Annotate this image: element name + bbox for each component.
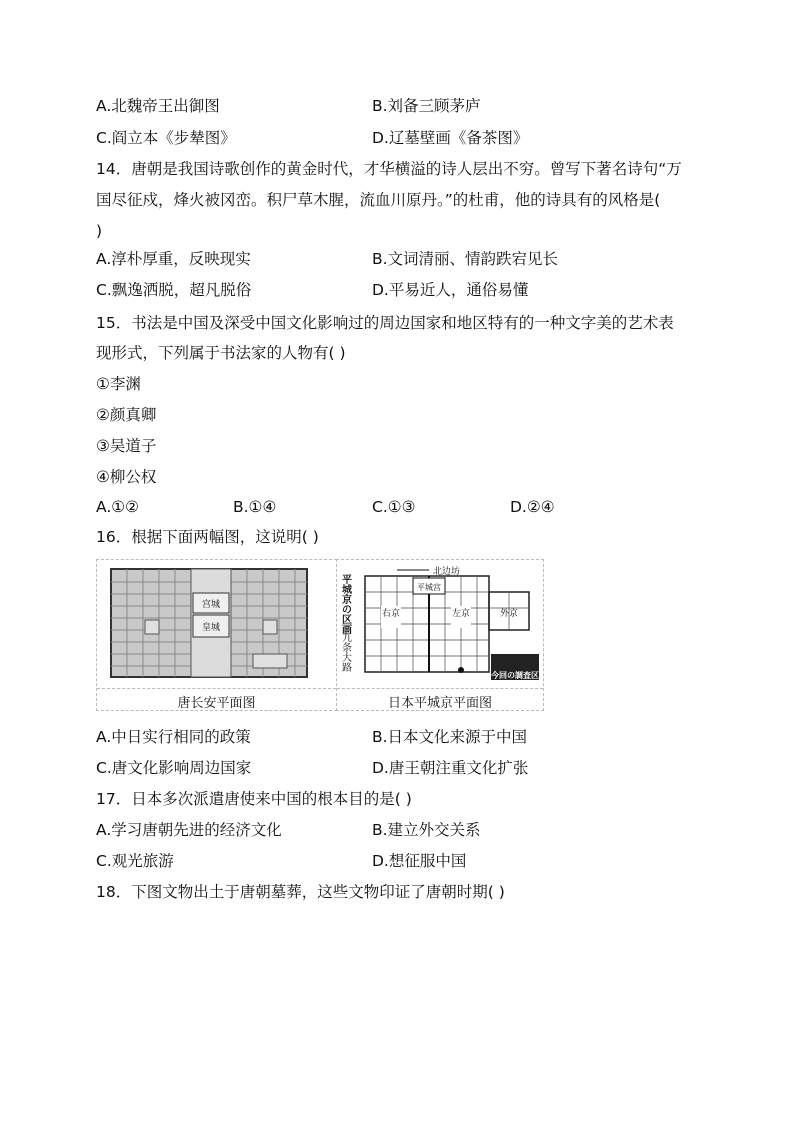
q16-option-b: B.日本文化来源于中国 bbox=[372, 728, 528, 746]
q13-option-c: C.阎立本《步辇图》 bbox=[96, 129, 236, 147]
heijokyo-right-label: 右京 bbox=[381, 609, 401, 619]
heijokyo-north-label: 北边坊 bbox=[433, 567, 461, 577]
q15-item-2: ②颜真卿 bbox=[96, 406, 157, 424]
q17-option-b: B.建立外交关系 bbox=[372, 821, 481, 839]
q13-option-a: A.北魏帝王出御图 bbox=[96, 97, 220, 115]
q18-stem: 18．下图文物出土于唐朝墓葬，这些文物印证了唐朝时期( ) bbox=[96, 883, 505, 901]
q14-stem-line3: ) bbox=[96, 222, 103, 240]
q15-stem-line2: 现形式，下列属于书法家的人物有( ) bbox=[96, 344, 346, 362]
q15-option-c: C.①③ bbox=[372, 498, 416, 516]
q13-option-b: B.刘备三顾茅庐 bbox=[372, 97, 481, 115]
q15-item-1: ①李渊 bbox=[96, 375, 141, 393]
q15-option-d: D.②④ bbox=[510, 498, 555, 516]
q15-stem-line1: 15．书法是中国及深受中国文化影响过的周边国家和地区特有的一种文字美的艺术表 bbox=[96, 314, 674, 332]
heijokyo-title: 平城京の区画 bbox=[339, 574, 351, 634]
changan-plan-caption: 唐长安平面图 bbox=[177, 696, 256, 711]
changan-palace-label: 宫城 bbox=[201, 600, 221, 610]
q17-option-d: D.想征服中国 bbox=[372, 852, 467, 870]
q15-option-a: A.①② bbox=[96, 498, 140, 516]
heijokyo-left-label: 左京 bbox=[451, 609, 471, 619]
q16-stem: 16．根据下面两幅图，这说明( ) bbox=[96, 528, 319, 546]
heijokyo-palace-label: 平城宫 bbox=[417, 583, 441, 592]
q13-option-d: D.辽墓壁画《备茶图》 bbox=[372, 129, 529, 147]
heijokyo-outer-label: 外京 bbox=[499, 609, 519, 619]
q14-option-b: B.文词清丽、情韵跌宕见长 bbox=[372, 250, 559, 268]
q16-option-d: D.唐王朝注重文化扩张 bbox=[372, 759, 529, 777]
q14-option-a: A.淳朴厚重，反映现实 bbox=[96, 250, 251, 268]
q17-stem: 17．日本多次派遣唐使来中国的根本目的是( ) bbox=[96, 790, 412, 808]
q15-item-4: ④柳公权 bbox=[96, 468, 157, 486]
heijokyo-survey-label: 今回の調査区 bbox=[491, 671, 539, 680]
q17-option-a: A.学习唐朝先进的经济文化 bbox=[96, 821, 282, 839]
heijokyo-plan-image bbox=[337, 560, 543, 688]
heijokyo-plan-caption: 日本平城京平面图 bbox=[387, 696, 492, 711]
q15-item-3: ③吴道子 bbox=[96, 437, 157, 455]
q14-stem-line2: 国尽征戍，烽火被冈峦。积尸草木腥，流血川原丹。”的杜甫，他的诗具有的风格是( bbox=[96, 191, 661, 209]
changan-plan-figure bbox=[96, 559, 337, 711]
heijokyo-plan-figure bbox=[336, 559, 544, 711]
q14-option-d: D.平易近人，通俗易懂 bbox=[372, 281, 529, 299]
q17-option-c: C.观光旅游 bbox=[96, 852, 174, 870]
heijokyo-road-label: 九条大路 bbox=[339, 632, 351, 672]
q14-option-c: C.飘逸洒脱，超凡脱俗 bbox=[96, 281, 252, 299]
q16-option-c: C.唐文化影响周边国家 bbox=[96, 759, 252, 777]
q14-stem-line1: 14．唐朝是我国诗歌创作的黄金时代，才华横溢的诗人层出不穷。曾写下著名诗句“万 bbox=[96, 160, 682, 178]
changan-imperial-label: 皇城 bbox=[201, 623, 221, 633]
changan-plan-image bbox=[97, 560, 336, 688]
q16-option-a: A.中日实行相同的政策 bbox=[96, 728, 251, 746]
q15-option-b: B.①④ bbox=[233, 498, 277, 516]
